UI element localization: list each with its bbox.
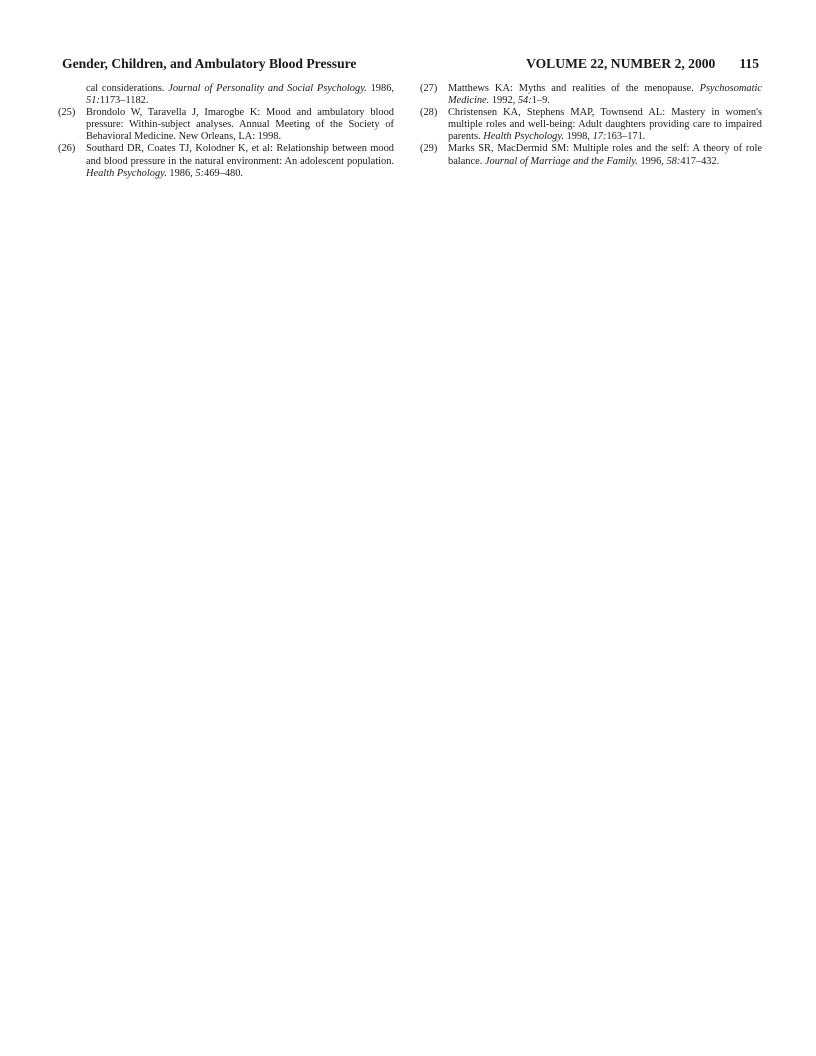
reference-italic-segment: Journal of Marriage and the Family. bbox=[484, 155, 638, 167]
reference-segment: 1–9. bbox=[531, 95, 550, 107]
reference-italic-segment: 17: bbox=[592, 131, 607, 143]
reference-segment: Southard DR, Coates TJ, Kolodner K, et al: Relationship between mood and blood pressure in the natural environment: An adolescent population. bbox=[86, 143, 394, 167]
reference-item bbox=[58, 107, 394, 143]
reference-segment: 1992, bbox=[489, 95, 518, 107]
reference-number: (25) bbox=[58, 107, 76, 119]
running-title: Gender, Children, and Ambulatory Blood Pressure bbox=[62, 56, 357, 71]
reference-text bbox=[86, 83, 394, 107]
reference-segment: 469–480. bbox=[204, 167, 243, 179]
reference-segment: 1173–1182. bbox=[99, 95, 149, 107]
reference-item bbox=[420, 83, 762, 107]
reference-italic-segment: 58: bbox=[666, 155, 681, 167]
reference-segment: 1998, bbox=[564, 131, 593, 143]
reference-segment: 1996, bbox=[637, 155, 667, 167]
reference-item bbox=[420, 107, 762, 143]
reference-number: (29) bbox=[420, 143, 438, 155]
references-right-column bbox=[420, 83, 762, 168]
reference-italic-segment: Psychosomatic Medicine. bbox=[448, 83, 762, 107]
reference-item bbox=[58, 143, 394, 179]
reference-text bbox=[448, 143, 762, 167]
reference-italic-segment: Health Psychology. bbox=[483, 131, 564, 143]
reference-segment: 1986, bbox=[366, 83, 394, 94]
page-number: 115 bbox=[739, 56, 759, 71]
journal-info bbox=[526, 56, 759, 72]
reference-number: (26) bbox=[58, 143, 76, 155]
reference-italic-segment: 5: bbox=[195, 167, 205, 179]
reference-segment: 1986, bbox=[166, 167, 196, 179]
reference-text bbox=[448, 107, 762, 143]
reference-segment: 163–171. bbox=[606, 131, 646, 143]
reference-italic-segment: Health Psychology. bbox=[86, 167, 167, 179]
reference-text bbox=[86, 143, 394, 179]
reference-segment: cal considerations. bbox=[86, 83, 169, 94]
reference-item bbox=[420, 143, 762, 167]
reference-italic-segment: Journal of Personality and Social Psychology. bbox=[168, 83, 367, 94]
reference-italic-segment: 51: bbox=[86, 95, 100, 107]
reference-segment: Christensen KA, Stephens MAP, Townsend AL: Mastery in women's multiple roles and well-being: Adult daughters providing care to impaired parents. bbox=[448, 107, 762, 143]
reference-text bbox=[86, 107, 394, 143]
reference-item bbox=[58, 83, 394, 107]
references-left-column bbox=[58, 83, 394, 180]
reference-italic-segment: 54: bbox=[517, 95, 532, 107]
reference-text bbox=[448, 83, 762, 107]
running-header bbox=[62, 56, 759, 76]
reference-number: (28) bbox=[420, 107, 438, 119]
reference-segment: Marks SR, MacDermid SM: Multiple roles and the self: A theory of role balance. bbox=[448, 143, 762, 167]
reference-segment: Brondolo W, Taravella J, Imarogbe K: Mood and ambulatory blood pressure: Within-subject analyses. Annual Meeting of the Society of Behavioral Medicine. New Orleans, LA: 1998. bbox=[86, 107, 394, 143]
reference-segment: Matthews KA: Myths and realities of the menopause. bbox=[448, 83, 700, 94]
volume-info: VOLUME 22, NUMBER 2, 2000 bbox=[526, 56, 716, 71]
reference-number: (27) bbox=[420, 83, 438, 94]
reference-segment: 417–432. bbox=[680, 155, 720, 167]
